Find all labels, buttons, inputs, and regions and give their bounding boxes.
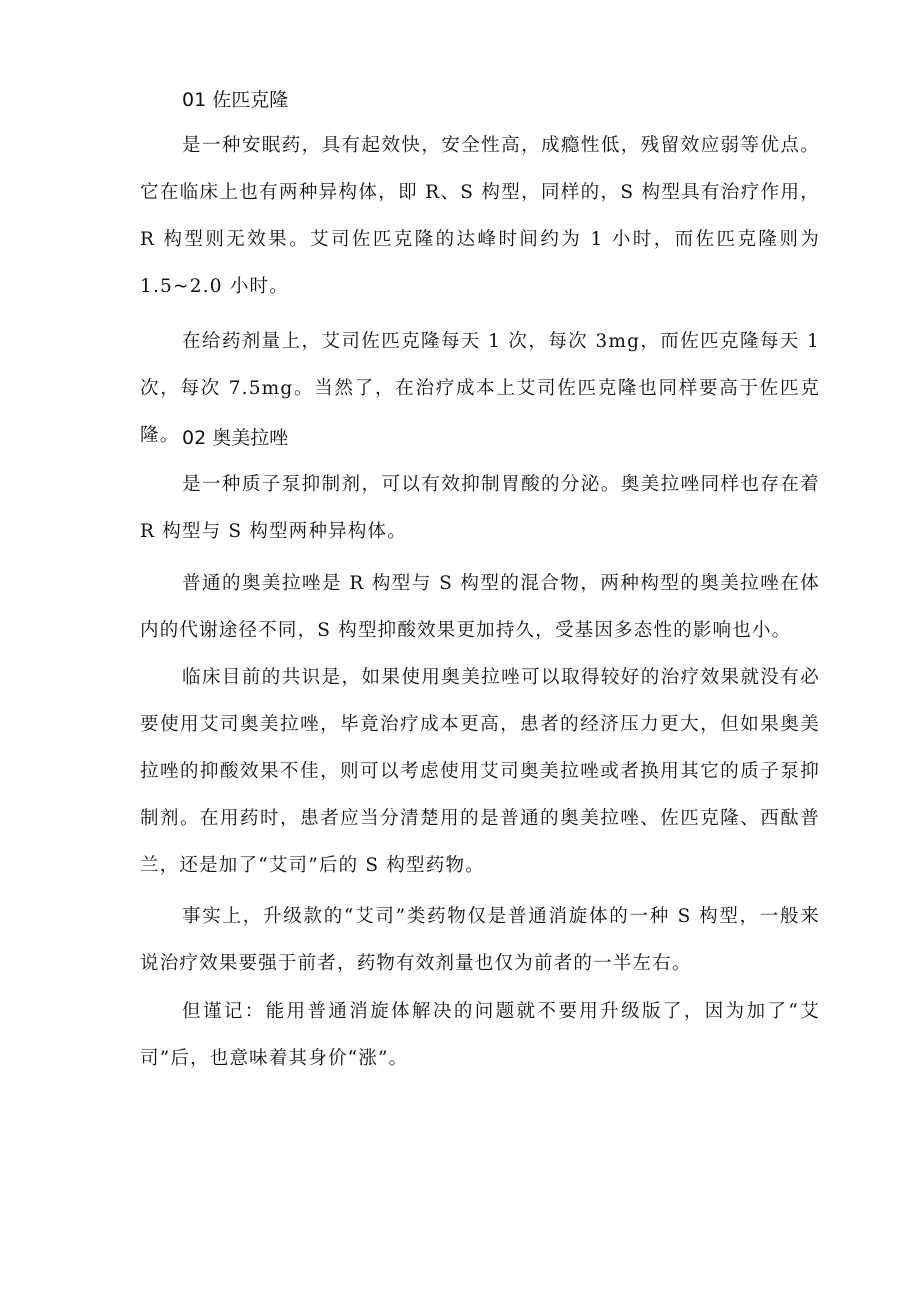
paragraph-clinical-consensus: 临床目前的共识是，如果使用奥美拉唑可以取得较好的治疗效果就没有必要使用艾司奥美拉唑，毕竟治疗成本更高，患者的经济压力更大，但如果奥美拉唑的抑酸效果不佳，则可以考虑使用艾司奥美拉唑或者换用其它的质子泵抑制剂。在用药时，患者应当分清楚用的是普通的奥美拉唑、佐匹克隆、西酞普兰，还是加了“艾司”后的 S 构型药物。 [140,667,820,876]
paragraph-omeprazole-intro: 是一种质子泵抑制剂，可以有效抑制胃酸的分泌。奥美拉唑同样也存在着 R 构型与 S 构型两种异构体。 [140,474,820,542]
paragraph-esomeprazole-fact: 事实上，升级款的“艾司”类药物仅是普通消旋体的一种 S 构型，一般来说治疗效果要强于前者，药物有效剂量也仅为前者的一半左右。 [140,906,820,974]
paragraph-zopiclone-dosage: 在给药剂量上，艾司佐匹克隆每天 1 次，每次 3mg，而佐匹克隆每天 1 次，每次 7.5mg。当然了，在治疗成本上艾司佐匹克隆也同样要高于佐匹克隆。 [140,331,820,446]
section-heading-zopiclone: 01 佐匹克隆 [182,89,289,111]
paragraph-reminder: 但谨记：能用普通消旋体解决的问题就不要用升级版了，因为加了“艾司”后，也意味着其身价“涨”。 [140,1001,820,1069]
paragraph-omeprazole-isomers: 普通的奥美拉唑是 R 构型与 S 构型的混合物，两种构型的奥美拉唑在体内的代谢途径不同，S 构型抑酸效果更加持久，受基因多态性的影响也小。 [140,573,820,641]
paragraph-zopiclone-intro: 是一种安眠药，具有起效快，安全性高，成瘾性低，残留效应弱等优点。它在临床上也有两种异构体，即 R、S 构型，同样的，S 构型具有治疗作用，R 构型则无效果。艾司佐匹克隆的达峰时间约为 1 小时，而佐匹克隆则为 1.5~2.0 小时。 [140,135,820,297]
section-heading-omeprazole: 02 奥美拉唑 [182,427,289,449]
